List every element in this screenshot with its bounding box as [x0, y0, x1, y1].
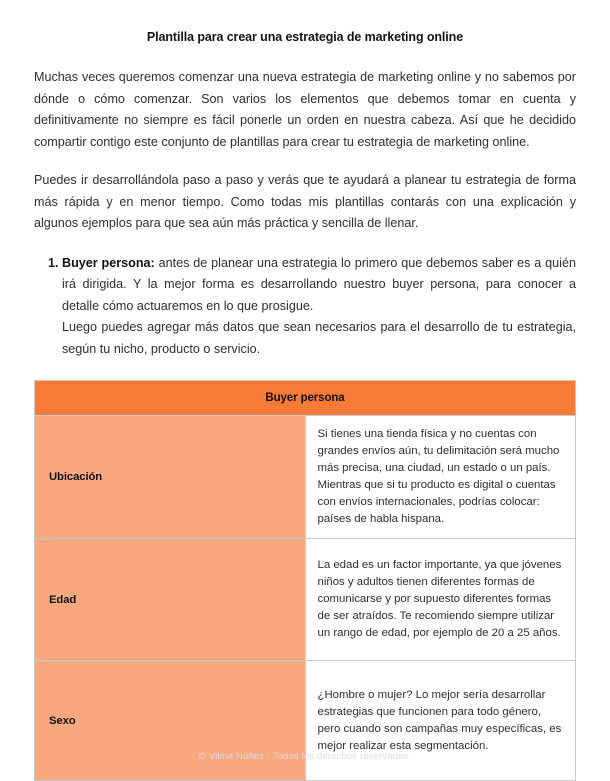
table-body [35, 416, 576, 781]
table-row-content[interactable]: ¿Hombre o mujer? Lo mejor sería desarrollar estrategias que funcionen para todo género, pero cuando son campañas muy específicas, es mejor realizar esta segmentación. [305, 661, 576, 781]
list-item-text-secondary: Luego puedes agregar más datos que sean necesarios para el desarrollo de tu estrategia, según tu nicho, producto o servicio. [62, 320, 576, 356]
table-row [35, 661, 576, 781]
table-header-row [35, 381, 576, 416]
table-row-label: Ubicación [35, 416, 306, 539]
table-row [35, 539, 576, 661]
table-head [35, 381, 576, 416]
table-row-content[interactable]: La edad es un factor importante, ya que jóvenes niños y adultos tienen diferentes formas de comunicarse y por supuesto diferentes formas de ser atraídos. Te recomiendo siempre utilizar un rango de edad, por ejemplo de 20 a 25 años. [305, 539, 576, 661]
footer-copyright: © Vilma Núñez · Todos los derechos reservados. [198, 751, 412, 762]
list-item-body [62, 253, 576, 361]
numbered-list-item-1 [34, 253, 576, 361]
intro-paragraph-2: Puedes ir desarrollándola paso a paso y verás que te ayudará a planear tu estrategia de forma más rápida y en menor tiempo. Como todas mis plantillas contarás con una explicación y algunos ejemplos para que sea aún más práctica y sencilla de llenar. [34, 173, 576, 230]
table-row [35, 416, 576, 539]
list-item-marker: 1. [48, 255, 59, 270]
list-item-lead-label: Buyer persona: [62, 255, 155, 270]
buyer-persona-table [34, 380, 576, 781]
table-row-label: Edad [35, 539, 306, 661]
table-header-cell: Buyer persona [35, 381, 576, 416]
table-row-content[interactable]: Si tienes una tienda física y no cuentas con grandes envíos aún, tu delimitación será mucho más precisa, una ciudad, un estado o un país. Mientras que si tu producto es digital o cuentas con envíos internacionales, podrías colocar: países de habla hispana. [305, 416, 576, 539]
table-row-label: Sexo [35, 661, 306, 781]
intro-paragraph-1: Muchas veces queremos comenzar una nueva estrategia de marketing online y no sabemos por dónde o cómo comenzar. Son varios los elementos que debemos tomar en cuenta y definitivamente no siempre es fácil ponerle un orden en nuestra cabeza. Así que he decidido compartir contigo este conjunto de plantillas para crear tu estrategia de marketing online. [34, 70, 576, 149]
list-item-text: antes de planear una estrategia lo primero que debemos saber es a quién irá dirigida. Y la mejor forma es desarrollando nuestro buyer persona, para conocer a detalle cómo actuaremos en lo que prosigue. [62, 255, 576, 313]
page-title: Plantilla para crear una estrategia de marketing online [146, 30, 464, 44]
